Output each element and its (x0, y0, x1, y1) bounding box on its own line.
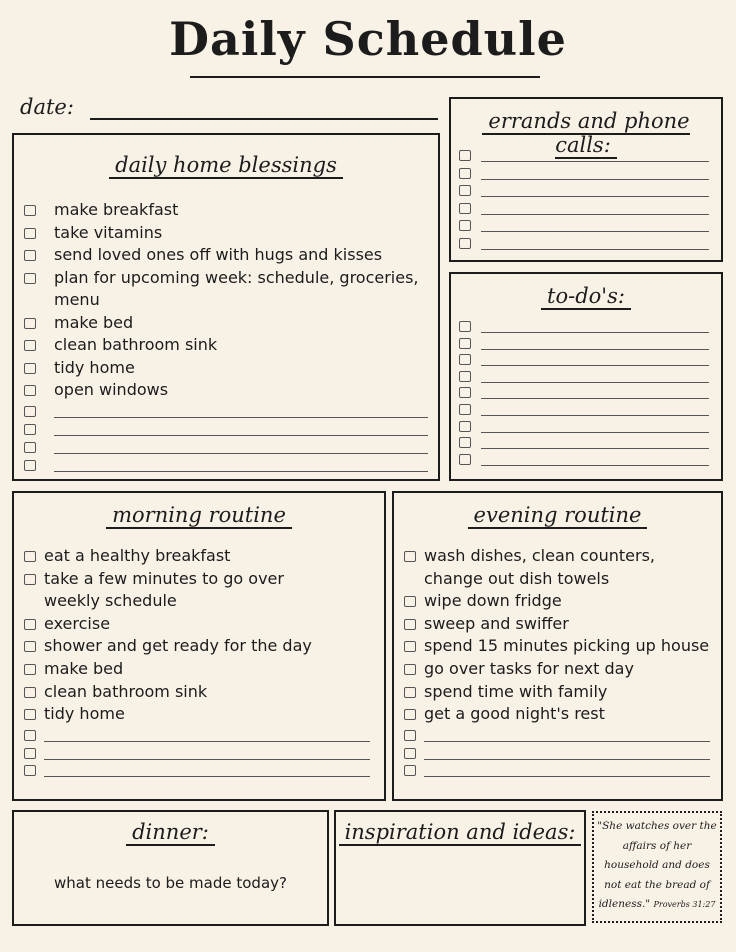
evening-routine-item: wipe down fridge (424, 591, 562, 611)
blank-line[interactable] (54, 471, 428, 472)
checkbox[interactable] (24, 709, 36, 720)
checkbox[interactable] (24, 687, 36, 698)
quote-line: affairs of her (622, 839, 692, 852)
quote-line: idleness." (598, 898, 651, 910)
checkbox[interactable] (459, 338, 471, 349)
checkbox[interactable] (459, 454, 471, 465)
home-blessings-box (12, 133, 440, 481)
checkbox[interactable] (24, 765, 36, 776)
blank-line[interactable] (424, 776, 710, 777)
morning-routine-item: shower and get ready for the day (44, 636, 312, 656)
checkbox[interactable] (24, 551, 36, 562)
checkbox[interactable] (459, 238, 471, 249)
checkbox[interactable] (24, 619, 36, 630)
checkbox[interactable] (459, 387, 471, 398)
morning-routine-item: weekly schedule (44, 591, 177, 611)
blank-line[interactable] (481, 196, 709, 197)
checkbox[interactable] (459, 354, 471, 365)
home-blessing-item: menu (54, 290, 100, 309)
evening-routine-item: sweep and swiffer (424, 613, 569, 633)
blank-line[interactable] (481, 214, 709, 215)
home-blessing-item: clean bathroom sink (54, 335, 218, 354)
home-blessings-title: daily home blessings (14, 153, 438, 177)
checkbox[interactable] (459, 150, 471, 161)
home-blessing-item: take vitamins (54, 222, 163, 242)
dinner-box (12, 810, 329, 926)
blank-line[interactable] (481, 231, 709, 232)
checkbox[interactable] (459, 421, 471, 432)
blank-line[interactable] (424, 741, 710, 742)
checkbox[interactable] (404, 730, 416, 741)
blank-line[interactable] (44, 776, 370, 777)
checkbox[interactable] (24, 641, 36, 652)
blank-line[interactable] (54, 435, 428, 436)
inspiration-box (334, 810, 586, 926)
checkbox[interactable] (24, 363, 36, 374)
blank-line[interactable] (481, 365, 709, 366)
quote-line: "She watches over the (597, 820, 717, 832)
checkbox[interactable] (404, 765, 416, 776)
evening-routine-title: evening routine (394, 503, 721, 527)
home-blessing-item: plan for upcoming week: schedule, groceries, (54, 267, 419, 287)
blank-line[interactable] (481, 415, 709, 416)
checkbox[interactable] (24, 748, 36, 759)
dinner-question: what needs to be made today? (54, 874, 287, 892)
blank-line[interactable] (481, 349, 709, 350)
evening-routine-item: spend 15 minutes picking up house (424, 636, 710, 656)
checkbox[interactable] (459, 371, 471, 382)
evening-routine-item: wash dishes, clean counters, (424, 546, 655, 565)
morning-routine-box (12, 491, 386, 801)
quote-box (592, 811, 722, 923)
quote-line: household and does (604, 859, 710, 871)
blank-line[interactable] (424, 759, 710, 760)
blank-line[interactable] (481, 398, 709, 399)
errands-title: errands and phone calls: (451, 109, 721, 157)
evening-routine-item: change out dish towels (424, 568, 610, 588)
blank-line[interactable] (481, 448, 709, 449)
blank-line[interactable] (481, 432, 709, 433)
morning-routine-item: take a few minutes to go over (44, 568, 284, 588)
home-blessing-item: make breakfast (54, 200, 179, 219)
blank-line[interactable] (481, 465, 709, 466)
evening-routine-item: get a good night's rest (424, 704, 605, 724)
checkbox[interactable] (24, 460, 36, 471)
blank-line[interactable] (481, 332, 709, 333)
home-blessing-item: tidy home (54, 357, 135, 377)
checkbox[interactable] (24, 385, 36, 396)
evening-routine-item: go over tasks for next day (424, 659, 634, 678)
checkbox[interactable] (404, 748, 416, 759)
checkbox[interactable] (404, 687, 416, 698)
errands-box (449, 97, 723, 262)
checkbox[interactable] (24, 205, 36, 216)
checkbox[interactable] (459, 203, 471, 214)
checkbox[interactable] (459, 168, 471, 179)
home-blessing-item: make bed (54, 312, 134, 332)
morning-routine-item: clean bathroom sink (44, 681, 208, 701)
checkbox[interactable] (404, 641, 416, 652)
morning-routine-item: eat a healthy breakfast (44, 546, 231, 565)
checkbox[interactable] (404, 596, 416, 607)
checkbox[interactable] (24, 574, 36, 585)
date-label: date: (20, 95, 74, 119)
todos-title: to-do's: (451, 284, 721, 308)
evening-routine-item: spend time with family (424, 681, 608, 701)
checkbox[interactable] (459, 404, 471, 415)
dinner-title: dinner: (14, 820, 327, 844)
quote-source: Proverbs 31:27 (653, 900, 716, 909)
blank-line[interactable] (54, 453, 428, 454)
checkbox[interactable] (24, 730, 36, 741)
morning-routine-title: morning routine (14, 503, 384, 527)
checkbox[interactable] (24, 664, 36, 675)
checkbox[interactable] (24, 424, 36, 435)
evening-routine-box (392, 491, 723, 801)
title-underline (190, 76, 540, 78)
morning-routine-item: exercise (44, 613, 111, 633)
morning-routine-item: tidy home (44, 704, 125, 724)
checkbox[interactable] (459, 437, 471, 448)
checkbox[interactable] (24, 228, 36, 239)
blank-line[interactable] (54, 417, 428, 418)
checkbox[interactable] (24, 318, 36, 329)
blank-line[interactable] (481, 179, 709, 180)
quote-line: not eat the bread of (604, 878, 710, 891)
page-title: Daily Schedule (169, 12, 567, 66)
checkbox[interactable] (459, 321, 471, 332)
home-blessing-item: open windows (54, 380, 169, 399)
blank-line[interactable] (481, 382, 709, 383)
checkbox[interactable] (404, 619, 416, 630)
checkbox[interactable] (24, 273, 36, 284)
checkbox[interactable] (404, 664, 416, 675)
checkbox[interactable] (459, 185, 471, 196)
checkbox[interactable] (24, 340, 36, 351)
checkbox[interactable] (404, 551, 416, 562)
blank-line[interactable] (481, 161, 709, 162)
blank-line[interactable] (481, 249, 709, 250)
blank-line[interactable] (44, 759, 370, 760)
checkbox[interactable] (404, 709, 416, 720)
todos-box (449, 272, 723, 481)
checkbox[interactable] (24, 406, 36, 417)
morning-routine-item: make bed (44, 659, 124, 678)
checkbox[interactable] (24, 442, 36, 453)
date-field[interactable] (90, 118, 438, 120)
home-blessing-item: send loved ones off with hugs and kisses (54, 245, 383, 264)
blank-line[interactable] (44, 741, 370, 742)
checkbox[interactable] (459, 220, 471, 231)
inspiration-title: inspiration and ideas: (336, 820, 584, 844)
checkbox[interactable] (24, 250, 36, 261)
